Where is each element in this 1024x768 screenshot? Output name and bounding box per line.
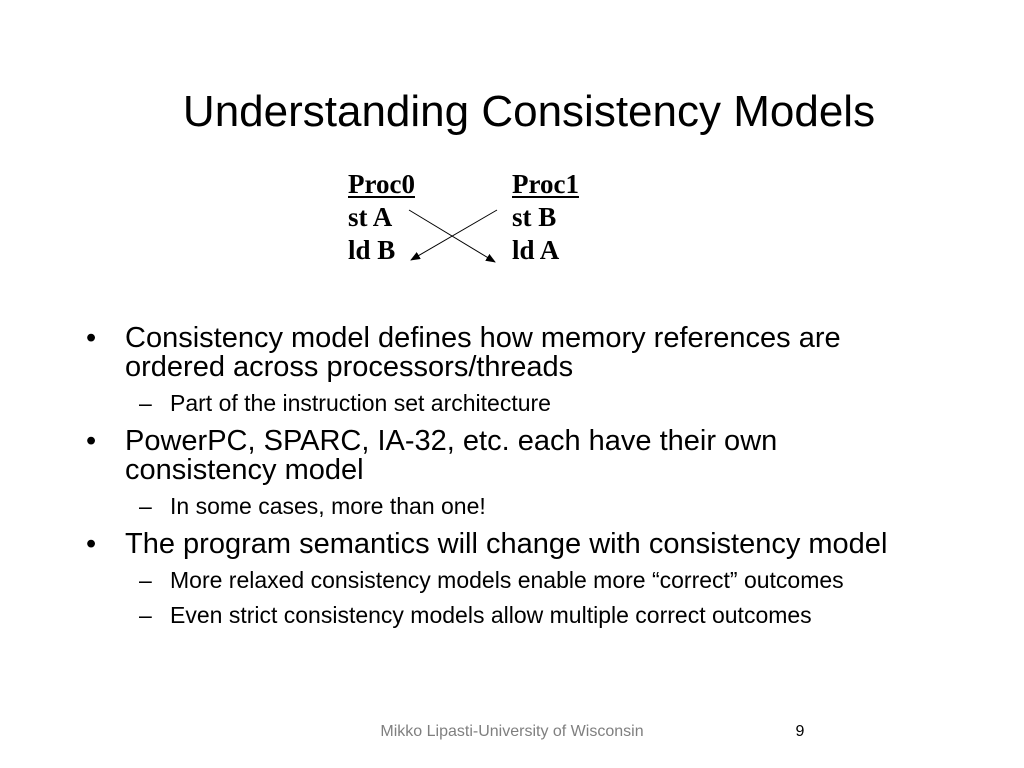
footer-text: Mikko Lipasti-University of Wisconsin bbox=[380, 723, 644, 740]
sub-bullet-text: More relaxed consistency models enable more “correct” outcomes bbox=[170, 567, 844, 593]
sub-bullet-item bbox=[125, 567, 922, 594]
bullet-item bbox=[82, 530, 922, 629]
sub-bullet-item bbox=[125, 390, 922, 417]
proc1-header: Proc1 bbox=[512, 169, 579, 199]
bullet-text: The program semantics will change with consistency model bbox=[125, 528, 888, 560]
sub-bullet-item bbox=[125, 493, 922, 520]
dependency-arrows bbox=[340, 168, 600, 278]
sub-bullet-list bbox=[125, 390, 922, 417]
proc0-line: st A bbox=[348, 202, 393, 232]
bullet-marker: • bbox=[86, 425, 97, 457]
proc0-line: ld B bbox=[348, 235, 396, 265]
sub-bullet-marker: – bbox=[139, 390, 152, 416]
sub-bullet-marker: – bbox=[139, 493, 152, 519]
sub-bullet-text: Even strict consistency models allow multiple correct outcomes bbox=[170, 602, 812, 628]
slide-title: Understanding Consistency Models bbox=[182, 87, 876, 136]
sub-bullet-marker: – bbox=[139, 602, 152, 628]
sub-bullet-text: Part of the instruction set architecture bbox=[170, 390, 551, 416]
arrow-st-b-to-ld-b bbox=[411, 210, 497, 260]
bullet-text: Consistency model defines how memory references are ordered across processors/threads bbox=[125, 322, 841, 383]
bullet-item bbox=[82, 427, 922, 520]
sub-bullet-list bbox=[125, 567, 922, 629]
sub-bullet-item bbox=[125, 602, 922, 629]
sub-bullet-marker: – bbox=[139, 567, 152, 593]
bullet-item bbox=[82, 324, 922, 417]
processor-diagram bbox=[340, 168, 600, 278]
bullet-marker: • bbox=[86, 322, 97, 354]
sub-bullet-text: In some cases, more than one! bbox=[170, 493, 486, 519]
proc0-header: Proc0 bbox=[348, 169, 415, 199]
bullet-marker: • bbox=[86, 528, 97, 560]
bullet-list bbox=[82, 324, 922, 639]
page-number: 9 bbox=[795, 723, 805, 740]
proc1-line: st B bbox=[512, 202, 557, 232]
sub-bullet-list bbox=[125, 493, 922, 520]
proc1-line: ld A bbox=[512, 235, 560, 265]
bullet-text: PowerPC, SPARC, IA-32, etc. each have their own consistency model bbox=[125, 425, 778, 486]
